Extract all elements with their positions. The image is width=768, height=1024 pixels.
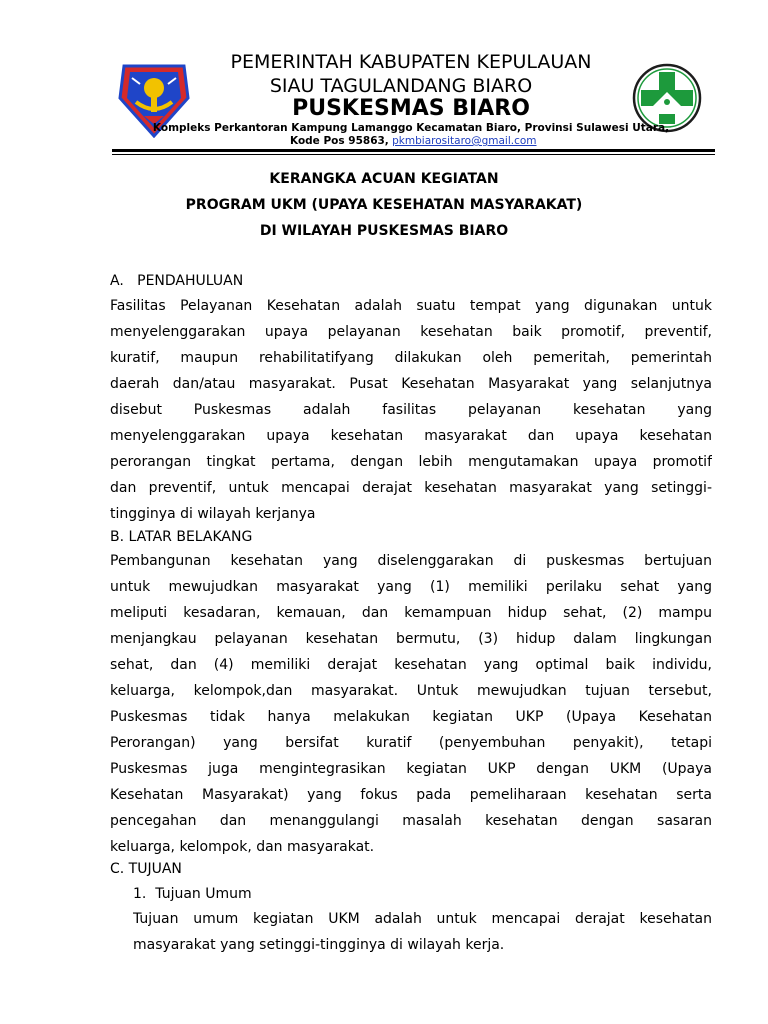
paragraph-line: menyelenggarakan upaya pelayanan kesehatan baik promotif, preventif, xyxy=(110,324,712,340)
document-title-line3: DI WILAYAH PUSKESMAS BIARO xyxy=(259,223,509,239)
section-b-heading: B. LATAR BELAKANG xyxy=(110,529,253,545)
letterhead-government-line: PEMERINTAH KABUPATEN KEPULAUAN xyxy=(230,51,592,73)
paragraph-line: Puskesmas tidak hanya melakukan kegiatan UKP (Upaya Kesehatan xyxy=(110,709,712,725)
letterhead-divider-thin xyxy=(112,154,715,155)
section-a-heading xyxy=(110,272,243,290)
paragraph-line: untuk mewujudkan masyarakat yang (1) memiliki perilaku sehat yang xyxy=(110,579,712,595)
paragraph-line: Pembangunan kesehatan yang diselenggarakan di puskesmas bertujuan xyxy=(110,553,712,569)
email-link[interactable]: pkmbiarositaro@gmail.com xyxy=(392,135,537,147)
paragraph-line: Kesehatan Masyarakat) yang fokus pada pemeliharaan kesehatan serta xyxy=(110,787,712,803)
section-a-title: PENDAHULUAN xyxy=(137,273,244,289)
postal-code: Kode Pos 95863, xyxy=(290,135,389,147)
paragraph-line: Fasilitas Pelayanan Kesehatan adalah suatu tempat yang digunakan untuk xyxy=(110,298,712,314)
section-c-heading: C. TUJUAN xyxy=(110,861,182,877)
letterhead-region-line: SIAU TAGULANDANG BIARO xyxy=(269,75,533,97)
sub1-title: Tujuan Umum xyxy=(155,886,252,902)
section-b-paragraph xyxy=(110,548,712,860)
letterhead-postal xyxy=(290,135,537,148)
paragraph-line: Tujuan umum kegiatan UKM adalah untuk mencapai derajat kesehatan xyxy=(133,911,712,927)
section-a-marker: A. xyxy=(110,273,124,289)
paragraph-line: keluarga, kelompok,dan masyarakat. Untuk mewujudkan tujuan tersebut, xyxy=(110,683,712,699)
letterhead-address: Kompleks Perkantoran Kampung Lamanggo Kecamatan Biaro, Provinsi Sulawesi Utara, xyxy=(152,122,670,134)
paragraph-line: dan preventif, untuk mencapai derajat kesehatan masyarakat yang setinggi- xyxy=(110,480,712,496)
paragraph-line: perorangan tingkat pertama, dengan lebih mengutamakan upaya promotif xyxy=(110,454,712,470)
document-title-line2: PROGRAM UKM (UPAYA KESEHATAN MASYARAKAT) xyxy=(185,197,583,213)
paragraph-line: kuratif, maupun rehabilitatifyang dilakukan oleh pemeritah, pemerintah xyxy=(110,350,712,366)
paragraph-line: masyarakat yang setinggi-tingginya di wilayah kerja. xyxy=(133,937,505,953)
section-c-sub1-heading xyxy=(133,885,252,903)
paragraph-line: disebut Puskesmas adalah fasilitas pelayanan kesehatan yang xyxy=(110,402,712,418)
section-a-paragraph xyxy=(110,293,712,527)
paragraph-line: Puskesmas juga mengintegrasikan kegiatan UKP dengan UKM (Upaya xyxy=(110,761,712,777)
paragraph-line: menjangkau pelayanan kesehatan bermutu, (3) hidup dalam lingkungan xyxy=(110,631,712,647)
paragraph-line: tingginya di wilayah kerjanya xyxy=(110,506,316,522)
paragraph-line: pencegahan dan menanggulangi masalah kesehatan dengan sasaran xyxy=(110,813,712,829)
section-c-sub1-paragraph xyxy=(133,906,712,958)
letterhead-divider-thick xyxy=(112,149,715,152)
letterhead-title: PUSKESMAS BIARO xyxy=(292,96,530,121)
document-title-line1: KERANGKA ACUAN KEGIATAN xyxy=(269,171,499,187)
paragraph-line: Perorangan) yang bersifat kuratif (penyembuhan penyakit), tetapi xyxy=(110,735,712,751)
paragraph-line: daerah dan/atau masyarakat. Pusat Kesehatan Masyarakat yang selanjutnya xyxy=(110,376,712,392)
paragraph-line: sehat, dan (4) memiliki derajat kesehatan yang optimal baik individu, xyxy=(110,657,712,673)
sub1-marker: 1. xyxy=(133,886,147,902)
paragraph-line: menyelenggarakan upaya kesehatan masyarakat dan upaya kesehatan xyxy=(110,428,712,444)
paragraph-line: meliputi kesadaran, kemauan, dan kemampuan hidup sehat, (2) mampu xyxy=(110,605,712,621)
paragraph-line: keluarga, kelompok, dan masyarakat. xyxy=(110,839,375,855)
